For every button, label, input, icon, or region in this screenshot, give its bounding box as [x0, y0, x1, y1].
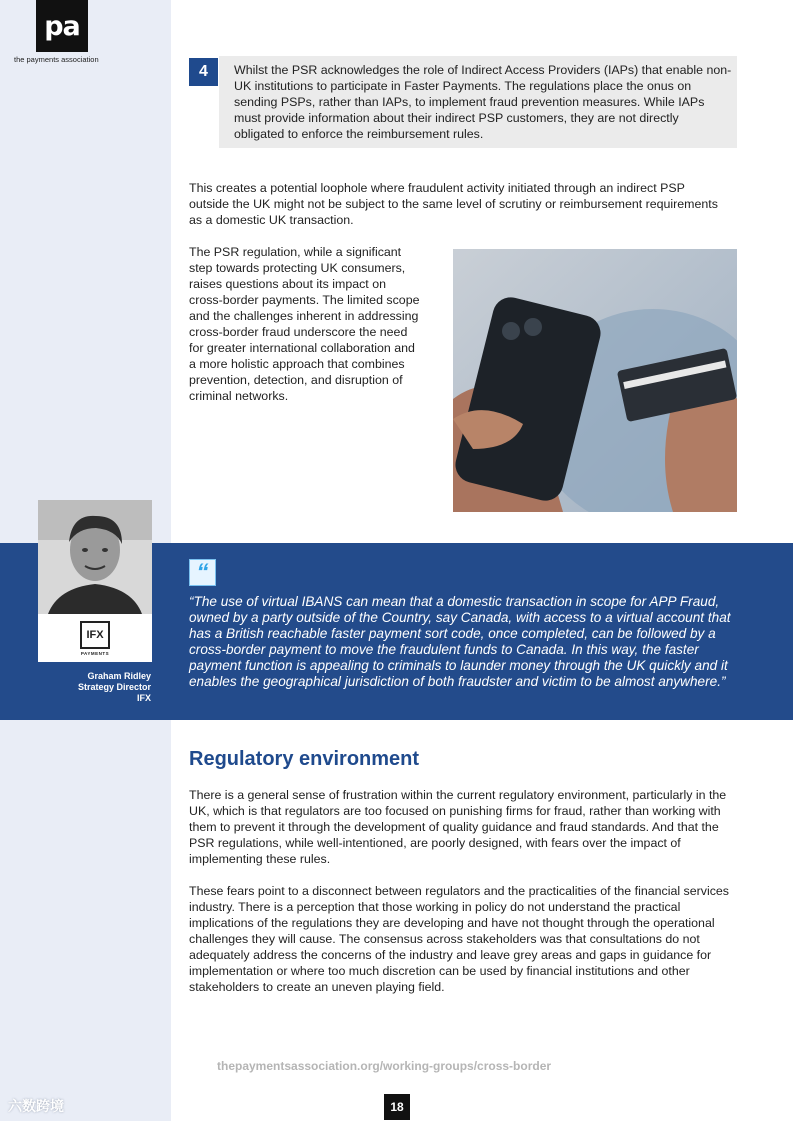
body-paragraph-1: This creates a potential loophole where fraudulent activity initiated through an indirect PSP outside the UK might not be subject to the same level of scrutiny or reimbursement requirements as a domestic UK transaction. — [189, 181, 718, 227]
page-number: 18 — [384, 1094, 410, 1120]
callout-number: 4 — [189, 58, 218, 86]
person-role: Strategy Director — [77, 682, 151, 692]
person-portrait — [38, 500, 152, 614]
footer-url-link[interactable]: thepaymentsassociation.org/working-groups/cross-border — [217, 1059, 552, 1073]
org-name: the payments association — [14, 55, 99, 64]
watermark: 六数跨境 — [8, 1098, 64, 1114]
callout-text: Whilst the PSR acknowledges the role of Indirect Access Providers (IAPs) that enable non-UK institutions to participate in Faster Payments. The regulations place the onus on sending PSPs, rather than IAPs, to implement fraud prevention measures. While IAPs must provide information about their indirect PSP customers, they are not directly obligated to enforce the reimbursement rules. — [234, 63, 732, 141]
quote-text: “The use of virtual IBANS can mean that a domestic transaction in scope for APP Fraud, owned by a party outside of the Country, say Canada, with access to a virtual account that has a British reachable faster payment sort code, once completed, can be followed by a cross-border payment to move the fraudulent funds to Canada. In this way, the faster payment function is appealing to criminals to launder money through the UK quickly and it enables the geographical jurisdiction of both fraudster and victim to be almost anywhere.” — [189, 594, 731, 689]
quote-icon: “ — [189, 559, 216, 586]
ifx-logo-sub: PAYMENTS — [80, 650, 110, 656]
person-name: Graham Ridley — [87, 671, 151, 681]
person-company: IFX — [136, 693, 151, 703]
section-paragraph-2: These fears point to a disconnect between regulators and the practicalities of the financial services industry. There is a perception that those working in policy do not understand the practical implications of the regulations they are developing and have not thought through the operational challenges they will cause. The consensus across stakeholders was that consultations do not adequately address the concerns of the industry and leave grey areas and gaps in guidance for implementation or where too much discretion can be used by financial institutions and other stakeholders to create an uneven playing field. — [189, 884, 729, 994]
phone-card-photo — [453, 249, 737, 512]
section-paragraph-1: There is a general sense of frustration within the current regulatory environment, particularly in the UK, which is that regulators are too focused on punishing firms for fraud, rather than working with them to prevent it through the development of quality guidance and fraud standards. And that the PSR regulations, while well-intentioned, are poorly designed, with fears over the impact of implementing these rules. — [189, 788, 727, 866]
body-paragraph-2: The PSR regulation, while a significant step towards protecting UK consumers, raises questions about its impact on cross-border payments. The limited scope and the challenges inherent in addressing cross-border fraud underscore the need for greater international collaboration and a more holistic approach that combines prevention, detection, and disruption of criminal networks. — [189, 245, 420, 403]
company-logo-card — [38, 614, 152, 662]
section-title: Regulatory environment — [189, 748, 420, 770]
ifx-logo: IFX — [80, 621, 110, 649]
pa-logo: pa — [36, 0, 88, 52]
